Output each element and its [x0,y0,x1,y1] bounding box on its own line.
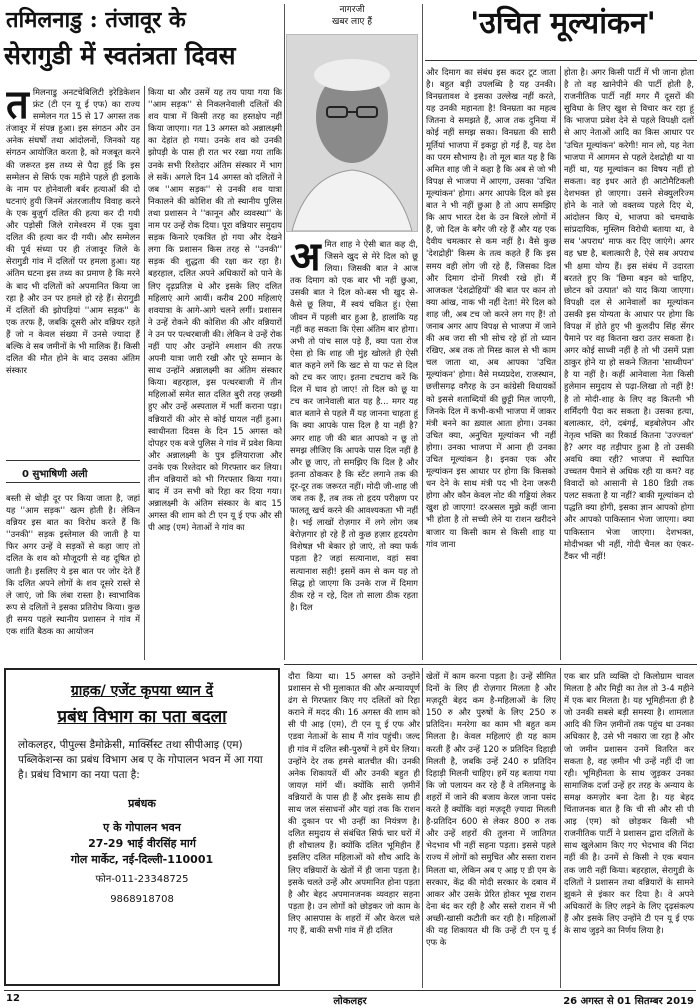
left-col2: किया था और उसमें यह तय पाया गया कि ''आम सड़क'' से निकलनेवाली दलितों की शव यात्रा में किसी तरह का हस्तक्षेप नहीं किया जाएगा। गत 13 अगस्त को अन्नालक्ष्मी का देहांत हो गया। उनके शव को उनकी झोपड़ी के पास ही रात भर रखा गया ताकि उनके सभी रिश्तेदार अंतिम संस्कार में भाग ले सकें। अगले दिन 14 अगस्त को दलितों ने जब ''आम सड़क'' से उनकी शव यात्रा निकालने की कोशिश की तो स्थानीय पुलिस तथा प्रशासन ने ''कानून और व्यवस्था'' के नाम पर उन्हें रोक दिया। पूरा वन्नियार समुदाय सड़क किनारे एकत्रित हो गया और देखने लगा कि प्रशासन किस तरह से ''उनकी'' सड़क की शुद्धता की रक्षा कर रहा है। बहरहाल, दलित अपने अधिकारों को पाने के लिए दृढ़प्रतिज्ञ थे और इसके लिए दलित महिलाएं आगे आयीं। करीब 200 महिलाएं शवयात्रा के आगे-आगे चलने लगीं। प्रशासन ने उन्हें रोकने की कोशिश की और वन्नियारों ने उन पर पत्थरबाजी की। लेकिन वे उन्हें रोक नहीं पाए और उन्होंने श्मशान की तरफ अपनी यात्रा जारी रखी और पूरे सम्मान के साथ उन्होंने अन्नालक्ष्मी का अंतिम संस्कार किया। बहरहाल, इस पत्थरबाजी में तीन महिलाओं समेत सात दलित बुरी तरह ज़ख्मी हुए और उन्हें अस्पताल में भर्ती कराना पड़ा। वन्नियारों की ओर से कोई घायल नहीं हुआ। स्वाधीनता दिवस के दिन 15 अगस्त को दोपहर एक बजे पुलिस ने गांव में प्रवेश किया और अन्नालक्ष्मी के पुत्र इलियाराजा और उनके एक रिश्तेदार को गिरफ्तार कर लिया। तीन वन्नियारों को भी गिरफ्तार किया गया। बाद में उन सभी को रिहा कर दिया गया। अन्नालक्ष्मी के अंतिम संस्कार के बाद 15 अगस्त की शाम को टी एन यू ई एफ और सी पी आइ (एम) नेताओं ने गांव का [148,87,282,533]
col-divider-3 [422,4,423,660]
bottom-col2: दौरा किया था। 15 अगस्त को उन्होंने प्रशासन से भी मुलाकात की और अन्यायपूर्ण ढंग से गिरफ्तार किए गए दलितों को रिहा कराने में मदद की। 16 अगस्त की शाम को सी पी आइ (एम), टी एन यू ई एफ और एडवा नेताओं के साथ मैं गांव पहुंची। जल्द ही गांव में दलित स्त्री-पुरुषों ने हमें घेर लिया। उन्होंने देर तक हमसे बातचीत की। उनकी अनेक शिकायतें थीं और उनकी बहुत ही जायज़ मांगें थीं। क्योंकि सारी ज़मीनें वन्नियारों के पास ही हैं और इसके साथ ही साथ जल संसाधनों और यहां तक कि राशन की दुकान पर भी उन्हीं का नियंत्रण है। दलित समुदाय से संबंधित सिर्फ चार घरों में ही शौचालय हैं। क्योंकि दलित भूमिहीन हैं इसलिए दलित महिलाओं को शौच आदि के लिए वन्नियारों के खेतों में ही जाना पड़ता है। इसके चलते उन्हें और अपमानित होना पड़ता है और बेहद अपमानजनक व्यवहार सहना पड़ता है। उन लोगों को छोड़कर जो काम के लिए आसपास के शहरों में और केरल चले गए हैं, बाकी सभी गांव में ही दलित [288,671,420,935]
notice-address-line3: गोल मार्केट, नई-दिल्ली-110001 [70,853,214,866]
bottom-col3: खेतों में काम करना पड़ता है। उन्हें सीमित दिनों के लिए ही रोज़गार मिलता है और मज़दूरी बेहद कम है-महिलाओं के लिए 150 रु और पुरुषों के लिए 250 रु प्रतिदिन। मनरेगा का काम भी बहुत कम मिलता है। केवल महिलाएं ही यह काम करती हैं और उन्हें 120 रु प्रतिदिन दिहाड़ी मिलती है, जबकि उन्हें 240 रु प्रतिदिन दिहाड़ी मिलनी चाहिए। हमें यह बताया गया कि जो पलायन कर रहे हैं वे तमिलनाडु के शहरों में जाने की बजाय केरल जाना पसंद करते हैं क्योंकि वहां मज़दूरी ज़्यादा मिलती है-प्रतिदिन 600 से लेकर 800 रु तक और उन्हें शहरों की तुलना में जातिगत भेदभाव भी नहीं सहना पड़ता। इससे पहले राज्य में लोगों को समुचित और सस्ता राशन मिलता था, लेकिन अब ए आइ ए डी एम के सरकार, केंद्र की मोदी सरकार के दबाव में आकर और उसके प्रेरित होकर भूख राशन देना बंद कर रही है और सस्ते राशन में भी अच्छी-खासी कटौती कर रही है। महिलाओं की यह शिकायत थी कि उन्हें टी एन यू ई एफ के [426,671,556,948]
portrait-image [287,35,417,231]
nagarji-label [292,4,412,28]
right-col5: होता है। अगर किसी पार्टी में भी जाना होता है तो वह खानेपीने की पार्टी होती है, राजनीतिक पार्टी नहीं मगर मैं दूसरों की सुविधा के लिए खुश से विचार कर रहा हूं कि भाजपा प्रवेश देने से पहले विपक्षी दलों से आए नेताओं आदि का किस आधार पर 'उचित मूल्यांकन' करेगी! मान लो, यह नेता भाजपा में आगमन से पहले देशद्रोही था या नहीं था, यह मूल्यांकन का विषय नहीं हो सकता। वह इधर आते ही आटोमैटिकली देशभक्त हो जाएगा। उसने सेक्युलरिज्म होने के नाते जो वक्तव्य पहले दिए थे, आंदोलन किए थे, भाजपा को चमचाके सांप्रदायिक, मुस्लिम विरोधी बताया था, वे सब 'अपराध' माफ कर दिए जाएंगे। अगर वह भ्रष्ट है, बलात्कारी है, ऐसे सब अपराध भी क्षमा योग्य हैं। इस संबंध में उदारता बरतते हुए कि 'छिमा बड़न को चाहिए, छोटन को उत्पात' को याद किया जाएगा। विपक्षी दल से आनेवालों का मूल्यांकन उसकी इस योग्यता के आधार पर होगा कि विपक्ष में होते हुए भी कुलदीप सिंह सेंगर पैमाने पर वह कितना खरा उतर सकता है। अगर कोई साध्वी नहीं है तो भी उसमें प्रज्ञा ठाकुर होने या हो सकने जितना 'साध्वीपन' है या नहीं है। कहीं आनेवाला नेता किसी हुलेमान समुदाय से पढ़ा-लिखा तो नहीं है! है तो मोदी-शाह के लिए वह कितनी भी शर्मिंदगी पैदा कर सकता है। उसका हत्या, बलात्कार, दंगे, दबंगई, बड़बोलेपन और नेतृत्व भक्ति का रिकार्ड कितना 'उज्ज्वल' है? अगर वह तड़ीपार हुआ है तो उसकी अवधि क्या रही? भाजपा में स्थापित उच्चतम पैमाने से अधिक रही या कम? वह विवादों को आसानी से 180 डिग्री तक पलट सकता है या नहीं? बाकी मूल्यांकन दो पद्धति क्या होगी, इसका ज्ञान आपको होगा और आपको पाकिस्तान भेजा जाएगा। क्या पाकिस्तान भेजा जाएगा। देशभक्त, मोदीभक्त भी नहीं, गोदी चैनल का एंकर-टैंकर भी नहीं! [564,67,694,561]
nagarji-tagline: खबर लाए हैं [331,17,373,27]
bottom-divider-1 [422,668,423,988]
left-col1-continued: बस्ती से थोड़ी दूर पर किया जाता है, जहां यह ''आम सड़क'' खत्म होती है। लेकिन वन्नियर इस बात का विरोध करते हैं कि ''उनकी'' सड़क इस्तेमाल की जाती है या फिर अगर उन्हें वे सड़कों से कहा जाए तो दलित के शव को मौजूदगी से वह दूषित हो जाती है। इसलिए ये इस बात पर जोर देते हैं कि दलित अपने लोगों के शव दूसरे रास्ते से ले जाएं, जो कि लंबा रास्ता है। स्वाभाविक रूप से दलितों ने इसका प्रतिरोध किया। कुछ ही समय पहले स्थानीय प्रशासन ने गांव में एक शांति बैठक का आयोजन [6,493,140,637]
notice-body: लोकलहर, पीपुल्स डैमोक्रेसी, मार्क्सिस्ट तथा सीपीआइ (एम) पब्लिकेशन्स का प्रबंध विभाग अब ए के गोपालन भवन में आ गया है। प्रबंध विभाग का नया पता है: [18,739,263,781]
right-dropcap: अ [290,238,321,280]
notice-address-line1: ए के गोपालन भवन [103,821,181,834]
col-divider-4 [560,66,561,660]
byline-rule-bottom [6,482,140,483]
notice-phone: फोन-011-23348725 [95,874,189,885]
page-number: 12 [6,993,20,1004]
right-headline: 'उचित मूल्यांकन' [470,6,656,41]
right-col3-body: मित शाह ने ऐसी बात कह दी, जिसने खुद से मेरे दिल को छू लिया। जिसकी बात ने आज तक दिमाग को एक बार भी नहीं छुआ, उसकी बात ने दिल को-बस भी खुद से- कैसे छू लिया, मैं स्वयं चकित हूं। ऐसा जीवन में पहली बार हुआ है, हालांकि यह नहीं कह सकता कि ऐसा अंतिम बार होगा। अभी तो पांच साल पड़े हैं, क्या पता रोज ऐसा हो कि शाह जी मुंह खोलते ही ऐसी बात कहने लगें कि खट से या फट से दिल को टच कर जाए। इतना टचटाच करें कि दिल में घाव हो जाए! तो दिल को छू या टच कर जानेवाली बात यह है... मगर यह बात बताने से पहले मैं यह जानना चाहता हूं कि क्या आपके पास दिल है या नहीं है? अगर शाह जी की बात आपको न छू तो समझ लीजिए कि आपके पास दिल नहीं है और छू जाए, तो समझिए कि दिल है और इतना ठोककर है कि स्टेंट लगाने तक की दूर-दूर तक जरूरत नहीं। मोदी जी-शाह जी जब तक हैं, तब तक तो हृदय परीक्षण पर फालतू खर्च करने की आवश्यकता भी नहीं है। भई लाखों रोज़गार में लगे लोग जब बेरोज़गार हो रहे हैं तो कुछ हज़ार हृदयरोग विशेषज्ञ भी बेकार हो जाएं, तो क्या फर्क पड़ता है? जहां सत्यानाश, वहां सवा सत्यानाश सही! इसमें कम से कम यह तो सिद्ध हो जाएगा कि उनके राज में दिमाग ठीक रहे न रहे, दिल तो साला ठीक रहता है। दिल [290,239,418,612]
issue-date: 26 अगस्त से 01 सितम्बर 2019 [563,996,694,1007]
publication-name: लोकलहर [333,996,367,1007]
nagarji-name: नागरजी [339,5,365,15]
right-col4: और दिमाग का संबंध इस कदर टूट जाता है। बहुत बड़ी उपलब्धि है यह उनकी। विनम्रतावश वे इसका उल्लेख नहीं करते, यह उनकी महानता है! विनम्रता का महत्व जितना वे समझते हैं, आज तक दुनिया में कोई नहीं समझ सका। विनम्रता की सारी मूर्तियां भाजपा में इकट्ठा हो गई हैं, यह देश का परम सौभाग्य है। तो मूल बात यह है कि अमित शाह जी ने कहा है कि अब से जो भी विपक्ष से भाजपा में आएगा, उसका 'उचित मूल्यांकन' होगा। अगर आपके दिल को इस बात ने भी नहीं छुआ है तो आप समझिए कि आप भारत देश के उन बिरले लोगों में हैं, जो दिल के बगैर जी रहे हैं और यह एक दैवीय चमत्कार से कम नहीं है। वैसे कुछ 'देशद्रोही' किस्म के तत्व कहते हैं कि इस समय वही लोग जी रहे हैं, जिसका दिल और दिमाग दोनों गिरवी रखे हों। मैं आजकल 'देशद्रोहियों' की बात पर कान तो क्या आंख, नाक भी नहीं देता! मेरे दिल को शाह जी, अब टच जो करने लग गए हैं! तो जनाब अगर आप विपक्ष से भाजपा में जाने की अब जरा सी भी सोच रहे हों तो ध्यान रखिए, अब तक तो मिस्ड काल से भी काम चल जाता था, अब आपका 'उचित मूल्यांकन' होगा। वैसे मध्यप्रदेश, राजस्थान, छत्तीसगढ़ वगैरह के उन कांग्रेसी विधायकों को इससे शताब्दियों की छुट्टी मिल जाएगी, जिनके दिल में कभी-कभी भाजपा में जाकर मंत्री बनने का ख़्याल आता होगा। उनका उचित क्या, अनुचित मूल्यांकन भी नहीं होगा। उनका भाजपा में आना ही उनका उचित मूल्यांकन है। इनका एक और मूल्यांकन इस आधार पर होगा कि किसको धन देने के साथ मंत्री पद भी देना जरूरी होगा और कौन केवल नोट की गड्डियां लेकर खुश हो जाएगा! दरअसल मुझे कहीं जाना भी होता है तो सच्ची लेने या राशन खरीदने बाजार या किसी काम से किसी शाह या गांव जाना [426,67,556,549]
notice-mobile: 9868918708 [110,894,174,905]
bottom-col4: एक बार प्रति व्यक्ति दो किलोग्राम चावल मिलता है और मिट्टी का तेल तो 3-4 महीने में एक बार मिलता है। यह भूमिहीनता ही है जो उनकी सबसे बड़ी समस्या है। शामलात आदि की जिन ज़मीनों तक पहुंच था उनका अधिकार है, उसे भी नकारा जा रहा है और जो जमीन प्रशासन उनमें वितरित कर सकता है, वह ज़मीन भी उन्हें नहीं दी जा रही। भूमिहीनता के साथ जुड़कर उनका सामाजिक दर्जा उन्हें हर तरह के अन्याय के समक्ष कमज़ोर बना देता है। यह बेहद चिंताजनक बात है कि ची सी और सी पी आइ (एम) को छोड़कर किसी भी राजनीतिक पार्टी ने प्रशासन द्वारा दलितों के साथ खुलेआम किए गए भेदभाव की निंदा नहीं की है। उनमें से किसी ने एक बयान तक जारी नहीं किया। बहरहाल, सेरागुडी के दलितों ने प्रशासन तथा वन्नियारों के सामने झुकने से इंकार कर दिया है। वे अपने अधिकारों के लिए लड़ने के लिए दृढ़संकल्प हैं और इसके लिए उन्होंने टी एन यू ई एफ के साथ जुड़ने का निर्णय लिया है। [564,671,694,935]
headline-divider [425,60,697,61]
bottom-divider-2 [560,668,561,988]
left-col1-body: मिलनाडु अनटचेबिलिटी इरेडिकेशन फ्रंट (टी एन यू ई एफ) का राज्य सम्मेलन गत 15 से 17 अगस्त तक तंजावूर में संपन्न हुआ। इस संगठन और उन अनेक संघर्षों तथा आंदोलनों, जिनको यह संगठन आयोजित करता है, को मजबूत करने की जरूरत इस तथ्य से पैदा हुई कि इस सम्मेलन से सिर्फ एक महीने पहले ही इलाके के नाम पर होनेवाली बर्बर हत्याओं की दो घटनाएं हुयी जिनमें अंतरजातीय विवाह करने के एक बुजुर्ग दलित की हत्या कर दी गयी और पड़ोसी जिले रामेश्वरम में एक युवा दलित की हत्या कर दी गयी। और सम्मेलन की पूर्व संध्या पर ही तंजावूर जिले के सेरागुडी गांव में दलितों पर हमला हुआ। यह अंतिम घटना इस तथ्य का प्रमाण है कि मरने के बाद भी दलितों को अपमानित किया जा रहा है और उन पर हमले हो रहे हैं। सेरागुडी में दलितों की झोपड़ियां ''आम सड़क'' के एक तरफ हैं, जबकि दूसरी ओर वन्नियर रहते हैं जो न केवल संख्या में उनसे ज्यादा हैं बल्कि वे सब जमीनों के भी मालिक हैं। किसी दलित की मौत होने के बाद उसका अंतिम संस्कार [6,87,140,376]
byline: 0 सुभाषिणी अली [22,469,88,480]
author-photo [286,34,418,232]
footer-rule [4,990,696,991]
left-headline-line2: सेरागुडी में स्वतंत्रता दिवस [4,41,236,70]
byline-rule-top [6,460,140,461]
notice-subtitle: प्रबंध विभाग का पता बदला [57,707,227,727]
notice-box [4,668,280,986]
section-divider [284,664,697,665]
notice-address-line2: 27-29 भाई वीरसिंह मार्ग [88,837,196,850]
col-divider-1 [144,86,145,660]
right-col3 [290,238,418,660]
notice-address-label: प्रबंधक [128,797,156,810]
left-col1 [6,86,140,456]
col-divider-2 [284,4,285,660]
left-dropcap: त [6,86,29,128]
notice-title: ग्राहक/ एजेंट कृपया ध्यान दें [70,683,214,699]
left-headline-line1: तमिलनाडु : तंजावूर के [6,7,186,33]
